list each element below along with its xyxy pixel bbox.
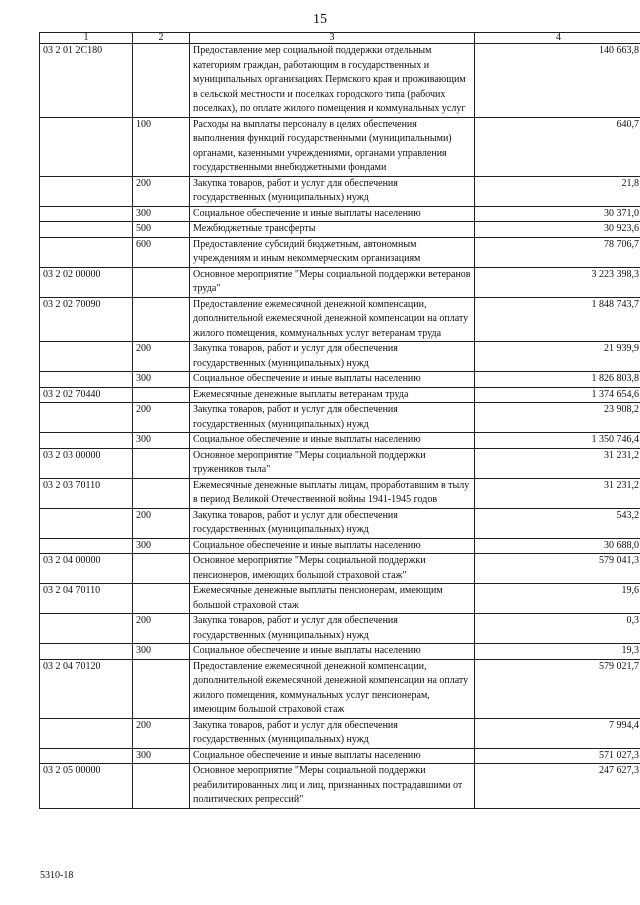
name-cell: Социальное обеспечение и иные выплаты населению [190,538,475,554]
budget-table [39,32,640,809]
expense-type-cell: 200 [133,508,190,538]
amount-cell: 19,3 [475,644,640,660]
expense-type-cell: 100 [133,117,190,176]
code-cell [40,433,133,449]
name-cell: Закупка товаров, работ и услуг для обеспечения государственных (муниципальных) нужд [190,176,475,206]
name-cell: Предоставление мер социальной поддержки отдельным категориям граждан, работающим в государственных и муниципальных организациях Пермского края и проживающим в сельской местности и поселках городского типа (рабочих поселках), по оплате жилого помещения и коммунальных услуг [190,44,475,118]
table-row [40,117,640,176]
expense-type-cell [133,584,190,614]
expense-type-cell [133,659,190,718]
amount-cell: 30 688,0 [475,538,640,554]
table-row [40,237,640,267]
code-cell [40,403,133,433]
name-cell: Межбюджетные трансферты [190,222,475,238]
code-cell [40,342,133,372]
table-row [40,222,640,238]
code-cell: 03 2 01 2С180 [40,44,133,118]
expense-type-cell: 300 [133,748,190,764]
amount-cell: 21 939,9 [475,342,640,372]
name-cell: Социальное обеспечение и иные выплаты населению [190,748,475,764]
column-header-amount: 4 [475,33,640,44]
expense-type-cell [133,44,190,118]
table-row [40,372,640,388]
table-row [40,433,640,449]
name-cell: Социальное обеспечение и иные выплаты населению [190,372,475,388]
name-cell: Расходы на выплаты персоналу в целях обеспечения выполнения функций государственными (муниципальными) органами, казенными учреждениями, органами управления государственными внебюджетными фондами [190,117,475,176]
code-cell [40,117,133,176]
table-row [40,176,640,206]
expense-type-cell [133,478,190,508]
name-cell: Предоставление субсидий бюджетным, автономным учреждениям и иным некоммерческим организациям [190,237,475,267]
name-cell: Социальное обеспечение и иные выплаты населению [190,206,475,222]
name-cell: Закупка товаров, работ и услуг для обеспечения государственных (муниципальных) нужд [190,403,475,433]
table-row [40,44,640,118]
expense-type-cell: 200 [133,718,190,748]
table-row [40,554,640,584]
expense-type-cell [133,297,190,342]
name-cell: Ежемесячные денежные выплаты ветеранам труда [190,387,475,403]
column-header-row [40,33,640,44]
code-cell [40,508,133,538]
page-number: 15 [313,12,327,27]
amount-cell: 1 350 746,4 [475,433,640,449]
amount-cell: 247 627,3 [475,764,640,809]
name-cell: Закупка товаров, работ и услуг для обеспечения государственных (муниципальных) нужд [190,718,475,748]
name-cell: Закупка товаров, работ и услуг для обеспечения государственных (муниципальных) нужд [190,508,475,538]
amount-cell: 579 021,7 [475,659,640,718]
code-cell [40,206,133,222]
code-cell [40,538,133,554]
name-cell: Ежемесячные денежные выплаты лицам, проработавшим в тылу в период Великой Отечественной войны 1941-1945 годов [190,478,475,508]
amount-cell: 21,8 [475,176,640,206]
expense-type-cell: 200 [133,342,190,372]
code-cell: 03 2 05 00000 [40,764,133,809]
amount-cell: 7 994,4 [475,718,640,748]
amount-cell: 579 041,3 [475,554,640,584]
table-row [40,478,640,508]
amount-cell: 1 826 803,8 [475,372,640,388]
code-cell [40,176,133,206]
table-row [40,297,640,342]
code-cell: 03 2 03 70110 [40,478,133,508]
expense-type-cell: 300 [133,644,190,660]
table-row [40,614,640,644]
amount-cell: 1 374 654,6 [475,387,640,403]
amount-cell: 19,6 [475,584,640,614]
expense-type-cell: 300 [133,206,190,222]
code-cell [40,614,133,644]
table-row [40,508,640,538]
name-cell: Закупка товаров, работ и услуг для обеспечения государственных (муниципальных) нужд [190,614,475,644]
code-cell: 03 2 04 70120 [40,659,133,718]
expense-type-cell: 200 [133,176,190,206]
expense-type-cell: 500 [133,222,190,238]
name-cell: Предоставление ежемесячной денежной компенсации, дополнительной ежемесячной денежной компенсации на оплату жилого помещения, коммунальных услуг ветеранам труда [190,297,475,342]
amount-cell: 23 908,2 [475,403,640,433]
amount-cell: 78 706,7 [475,237,640,267]
code-cell: 03 2 04 70110 [40,584,133,614]
name-cell: Социальное обеспечение и иные выплаты населению [190,433,475,449]
code-cell: 03 2 02 00000 [40,267,133,297]
amount-cell: 0,3 [475,614,640,644]
column-header-expense-type: 2 [133,33,190,44]
expense-type-cell [133,764,190,809]
table-row [40,448,640,478]
amount-cell: 3 223 398,3 [475,267,640,297]
amount-cell: 543,2 [475,508,640,538]
code-cell: 03 2 03 00000 [40,448,133,478]
amount-cell: 640,7 [475,117,640,176]
name-cell: Предоставление ежемесячной денежной компенсации, дополнительной ежемесячной денежной компенсации на оплату жилого помещения, коммунальных услуг пенсионерам, имеющим большой страховой стаж [190,659,475,718]
amount-cell: 140 663,8 [475,44,640,118]
table-row [40,718,640,748]
amount-cell: 30 923,6 [475,222,640,238]
expense-type-cell: 300 [133,433,190,449]
code-cell: 03 2 02 70440 [40,387,133,403]
name-cell: Основное мероприятие "Меры социальной поддержки ветеранов труда" [190,267,475,297]
amount-cell: 571 027,3 [475,748,640,764]
table-row [40,403,640,433]
code-cell: 03 2 04 00000 [40,554,133,584]
code-cell [40,222,133,238]
expense-type-cell [133,554,190,584]
table-row [40,644,640,660]
name-cell: Основное мероприятие "Меры социальной поддержки пенсионеров, имеющих большой страховой стаж" [190,554,475,584]
expense-type-cell [133,267,190,297]
expense-type-cell: 300 [133,372,190,388]
table-row [40,342,640,372]
code-cell [40,644,133,660]
amount-cell: 30 371,0 [475,206,640,222]
table-body [40,44,640,809]
name-cell: Основное мероприятие "Меры социальной поддержки тружеников тыла" [190,448,475,478]
footer-code: 5310-18 [40,870,74,881]
expense-type-cell: 200 [133,614,190,644]
table-row [40,387,640,403]
column-header-name: 3 [190,33,475,44]
code-cell [40,718,133,748]
table-row [40,206,640,222]
table-row [40,584,640,614]
amount-cell: 31 231,2 [475,448,640,478]
amount-cell: 31 231,2 [475,478,640,508]
code-cell [40,372,133,388]
table-row [40,764,640,809]
expense-type-cell [133,387,190,403]
table-row [40,748,640,764]
name-cell: Закупка товаров, работ и услуг для обеспечения государственных (муниципальных) нужд [190,342,475,372]
expense-type-cell: 600 [133,237,190,267]
name-cell: Основное мероприятие "Меры социальной поддержки реабилитированных лиц и лиц, признанных пострадавшими от политических репрессий" [190,764,475,809]
name-cell: Социальное обеспечение и иные выплаты населению [190,644,475,660]
column-header-code: 1 [40,33,133,44]
expense-type-cell: 300 [133,538,190,554]
expense-type-cell: 200 [133,403,190,433]
code-cell [40,748,133,764]
table-row [40,538,640,554]
table-row [40,267,640,297]
code-cell: 03 2 02 70090 [40,297,133,342]
amount-cell: 1 848 743,7 [475,297,640,342]
table-row [40,659,640,718]
name-cell: Ежемесячные денежные выплаты пенсионерам, имеющим большой страховой стаж [190,584,475,614]
code-cell [40,237,133,267]
expense-type-cell [133,448,190,478]
